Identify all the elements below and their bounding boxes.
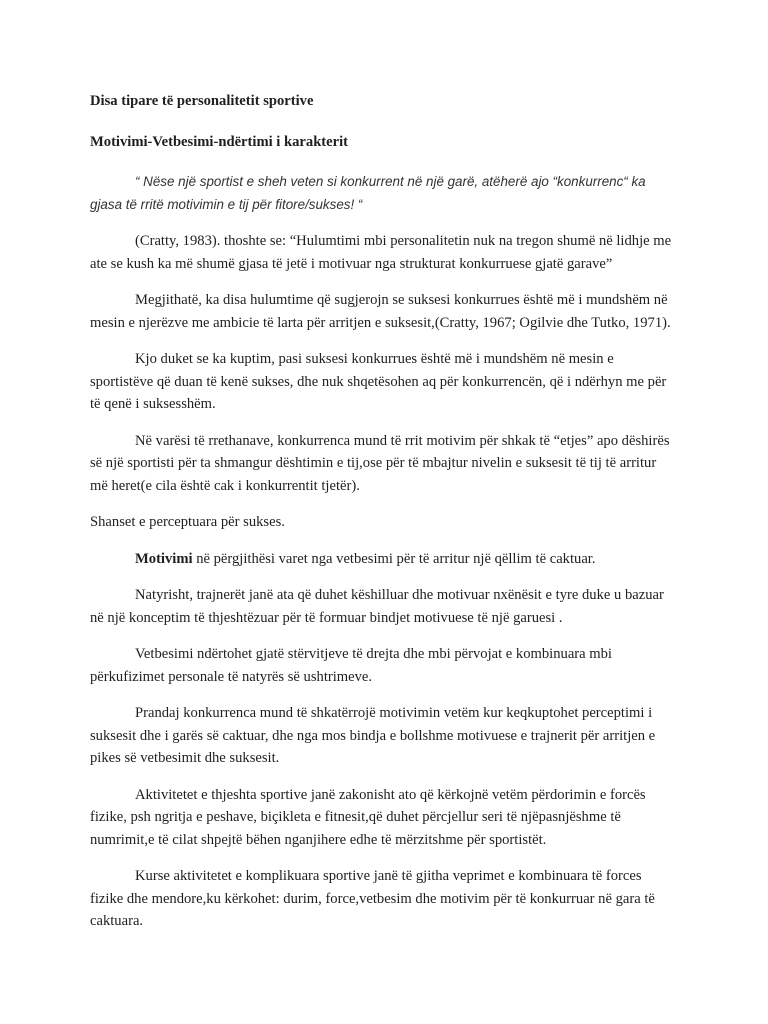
paragraph-5-text: në përgjithësi varet nga vetbesimi për të arritur një qëllim të caktuar. bbox=[192, 550, 596, 567]
section-heading: Shanset e perceptuara për sukses. bbox=[90, 514, 285, 530]
paragraph-5 bbox=[90, 548, 675, 571]
paragraph-7: Vetbesimi ndërtohet gjatë stërvitjeve të drejta dhe mbi përvojat e kombinuara mbi përkufizimet personale të natyrës së ushtrimeve. bbox=[90, 646, 612, 685]
paragraph-1: (Cratty, 1983). thoshte se: “Hulumtimi mbi personalitetin nuk na tregon shumë në lidhje me ate se kush ka më shumë gjasa të jetë i motivuar nga strukturat konkurruese gjatë garave” bbox=[90, 233, 672, 272]
opening-quote: “ Nëse një sportist e sheh veten si konkurrent në një garë, atëherë ajo “konkurrenc“ ka gjasa të rritë motivimin e tij për fitore/sukses! “ bbox=[90, 174, 646, 212]
paragraph-8: Prandaj konkurrenca mund të shkatërrojë motivimin vetëm kur keqkuptohet perceptimi i suksesit dhe i garës së caktuar, dhe nga mos bindja e bollshme motivuese e trajnerit për arritjen e pikes së vetbesimit dhe suksesit. bbox=[90, 705, 656, 766]
paragraph-5-bold-term: Motivimi bbox=[135, 550, 193, 567]
paragraph-3: Kjo duket se ka kuptim, pasi suksesi konkurrues është më i mundshëm në mesin e sportistëve që duan të kenë sukses, dhe nuk shqetësohen aq për konkurrencën, që i ndërhyn me për të qenë i suksesshëm. bbox=[90, 351, 667, 412]
paragraph-10: Kurse aktivitetet e komplikuara sportive janë të gjitha veprimet e kombinuara të forces fizike dhe mendore,ku kërkohet: durim, force,vetbesim dhe motivim për të konkurruar në gara të caktuara. bbox=[90, 868, 655, 929]
paragraph-9: Aktivitetet e thjeshta sportive janë zakonisht ato që kërkojnë vetëm përdorimin e forcës fizike, psh ngritja e peshave, biçikleta e fitnesit,që duhet përcjellur seri të njëpasnjëshme të numrimit,e të cilat shpejtë bëhen nganjihere edhe të mërzitshme për sportistët. bbox=[90, 786, 646, 848]
paragraph-2: Megjithatë, ka disa hulumtime që sugjerojn se suksesi konkurrues është më i mundshëm në mesin e njerëzve me ambicie të larta për arritjen e suksesit,(Cratty, 1967; Ogilvie dhe Tutko, 1971). bbox=[90, 292, 671, 331]
document-subtitle: Motivimi-Vetbesimi-ndërtimi i karakterit bbox=[90, 133, 349, 150]
document-body bbox=[90, 90, 675, 947]
document-title: Disa tipare të personalitetit sportive bbox=[90, 93, 314, 109]
paragraph-4: Në varësi të rrethanave, konkurrenca mund të rrit motivim për shkak të “etjes” apo dëshirës së një sportisti për ta shmangur dështimin e tij,ose për të mbajtur nivelin e suksesit të tij të arritur më heret(e cila është cak i konkurrentit tjetër). bbox=[90, 432, 670, 494]
paragraph-6: Natyrisht, trajnerët janë ata që duhet këshilluar dhe motivuar nxënësit e tyre duke u bazuar në një konceptim të thjeshtëzuar për të formuar bindjet motivuese të një garuesi . bbox=[90, 587, 664, 626]
